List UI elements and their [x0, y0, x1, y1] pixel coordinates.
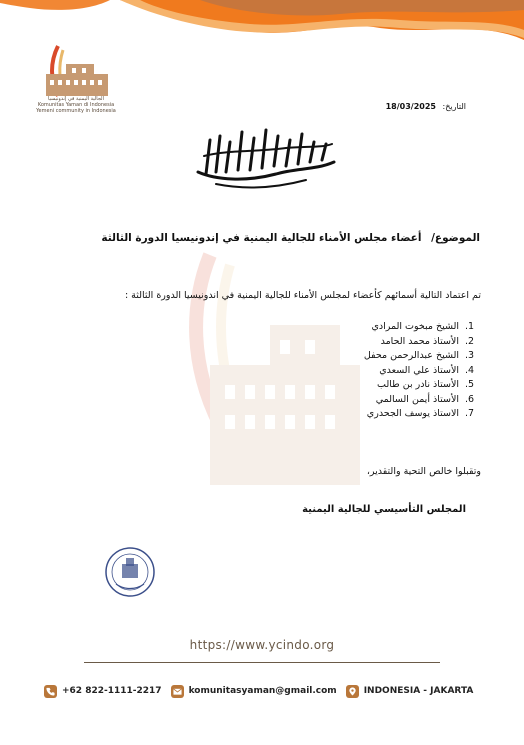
list-item-name: الاستاذ يوسف الجحدري	[366, 408, 459, 419]
email-contact	[171, 685, 337, 698]
intro-paragraph: تم اعتماد التالية أسمائهم كأعضاء لمجلس الأمناء للجالية اليمنية في اندونيسيا الدورة الثالثة :	[124, 290, 481, 301]
list-item	[279, 335, 479, 350]
date-label: التاريخ:	[442, 102, 466, 111]
list-item-number: 5.	[465, 379, 475, 390]
location-contact	[346, 685, 474, 698]
list-item	[279, 364, 479, 379]
contact-footer	[44, 683, 504, 699]
list-item-name: الأستاذ علي السعدي	[379, 364, 459, 376]
list-item-number: 3.	[465, 350, 475, 361]
phone-number[interactable]: +62 822-1111-2217	[62, 686, 162, 696]
subject-label: الموضوع/	[431, 232, 480, 244]
signature-line: المجلس التأسيسي للجالية اليمنية	[302, 504, 466, 515]
members-list	[279, 320, 479, 422]
logo-caption-indonesian: Komunitas Yaman di Indonesia	[37, 102, 115, 108]
official-seal	[104, 546, 156, 598]
subject-text: أعضاء مجلس الأمناء للجالية اليمنية في إندونيسيا الدورة الثالثة	[101, 232, 422, 244]
list-item	[279, 407, 479, 422]
list-item-number: 4.	[465, 364, 475, 376]
location-text: INDONESIA - JAKARTA	[363, 686, 474, 696]
list-item-name: الأستاذ أيمن السالمي	[375, 393, 459, 405]
closing-line: وتقبلوا خالص التحية والتقدير،	[366, 466, 481, 477]
mail-icon	[171, 685, 184, 698]
phone-contact	[44, 685, 162, 698]
date-row	[386, 102, 466, 111]
list-item-number: 1.	[465, 321, 475, 332]
date-value: 18/03/2025	[385, 102, 436, 111]
location-pin-icon	[346, 685, 359, 698]
list-item	[279, 320, 479, 335]
list-item	[279, 349, 479, 364]
footer-divider	[84, 662, 440, 663]
list-item-name: الشيخ مبخوت المرادي	[371, 321, 459, 332]
list-item-name: الأستاذ نادر بن طالب	[377, 379, 459, 390]
list-item-name: الشيخ عبدالرحمن محفل	[363, 350, 459, 361]
list-item	[279, 393, 479, 408]
list-item-number: 7.	[465, 408, 475, 419]
list-item-number: 6.	[465, 393, 475, 405]
logo-caption	[34, 96, 118, 114]
website-link[interactable]: https://www.ycindo.org	[189, 638, 335, 652]
community-logo	[36, 42, 116, 132]
list-item	[279, 378, 479, 393]
basmala-calligraphy	[186, 122, 342, 192]
list-item-name: الأستاذ محمد الحامد	[380, 335, 459, 347]
phone-icon	[44, 685, 57, 698]
subject-line	[101, 232, 480, 244]
logo-caption-arabic: الجالية اليمنية في إندونيسيا	[48, 96, 104, 102]
email-address[interactable]: komunitasyaman@gmail.com	[188, 686, 337, 696]
logo-caption-english: Yemeni community in Indonesia	[36, 108, 116, 114]
list-item-number: 2.	[465, 335, 475, 347]
